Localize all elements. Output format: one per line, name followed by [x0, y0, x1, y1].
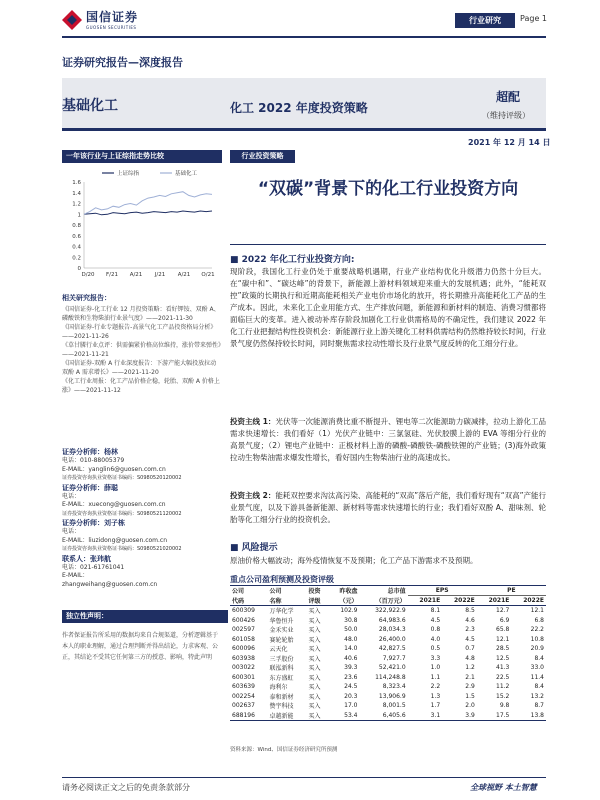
analyst-email: E-MAIL：liuzidong@guosen.com.cn: [62, 536, 168, 544]
table-cell: 8.7: [534, 702, 544, 710]
legend-label: 上证综指: [117, 171, 140, 177]
table-row: [230, 673, 546, 683]
table-cell: 42,827.5: [378, 645, 406, 653]
table-cell: 24.5: [344, 683, 358, 691]
y-tick-label: 1.4: [72, 190, 81, 197]
table-cell: 13.8: [511, 711, 546, 721]
table-row: [230, 616, 546, 626]
table-header-cell: 投资: [307, 586, 329, 596]
table-header-cell: 2021E: [419, 597, 441, 604]
industry-name: 基础化工: [62, 98, 118, 114]
table-source: 资料来源：Wind、国信证券经济研究所预测: [230, 747, 338, 753]
table-cell: 11.2: [496, 683, 510, 691]
header-tag: 行业研究: [455, 13, 515, 28]
table-cell: 买入: [308, 693, 321, 701]
table-cell: 买入: [308, 684, 321, 692]
table-cell: 3.9: [442, 711, 477, 721]
table-cell: 2.0: [465, 702, 475, 710]
analyst-email: E-MAIL：yanglin6@guosen.com.cn: [62, 465, 166, 473]
x-tick-label: O/21: [201, 272, 215, 278]
table-cell: 买入: [308, 665, 321, 673]
analyst-name: 证券分析师：刘子栋: [62, 519, 125, 527]
table-title: 重点公司盈利预测及投资评级: [230, 575, 334, 584]
analyst-cert: 证券投资咨询执业资格证书编码：S0980521020002: [62, 546, 182, 552]
footer-rule: [62, 777, 546, 778]
table-cell: 6.8: [534, 616, 544, 624]
y-tick-label: 0: [77, 266, 81, 272]
table-cell: 322,922.9: [375, 607, 406, 615]
table-row: [230, 701, 546, 711]
related-reports-heading: 相关研究报告：: [62, 294, 111, 302]
table-cell: 4.8: [465, 654, 475, 662]
y-tick-label: 0.2: [72, 255, 81, 262]
trend-chart: [62, 168, 222, 288]
table-cell: 11.4: [530, 673, 544, 681]
analyst-name: 证券分析师：薛聪: [62, 483, 118, 492]
table-cell: 买入: [308, 674, 321, 682]
legend-label: 基础化工: [175, 171, 198, 177]
mainline-1-text: 光伏等一次能源消费比重不断提升、锂电等二次能源助力碳减排，拉动上游化工品需求快速增长：我们看好（1）光伏产业链中：三氯氢硅、光伏胶膜上游的 EVA 等细分行业的高景气度；（2）锂电产业链中：正极材料上游的磷酸-磷酸铁-磷酸铁锂的产业链；(3)海外政策拉动生物柴油需求爆发性增长，看好国内生物柴油行业的高速成长。: [230, 417, 546, 462]
table-cell: 买入: [308, 636, 321, 644]
table-cell: 20.3: [344, 692, 358, 700]
table-cell: 1.0: [430, 664, 441, 672]
table-cell: 云天化: [269, 646, 288, 654]
y-tick-label: 1: [77, 212, 81, 219]
y-tick-label: 1.2: [72, 201, 81, 208]
table-header-cell: 2022E: [453, 597, 475, 604]
table-cell: 2.3: [465, 626, 475, 634]
related-report-item: 《国信证券-行业专题报告-高景气化工产品投资格局分析》——2021-11-26: [62, 324, 217, 340]
contact-phone: 电话：021-61761041: [62, 563, 125, 571]
table-row: [230, 711, 546, 721]
table-cell: 3.3: [430, 654, 441, 662]
table-cell: 17.0: [344, 702, 358, 710]
table-cell: 买入: [308, 703, 321, 711]
table-cell: 12.1: [496, 635, 510, 643]
table-cell: 金禾实业: [269, 627, 294, 635]
table-header-cell: 公司: [230, 586, 267, 596]
table-cell: 102.9: [340, 607, 358, 615]
table-cell: 17.5: [477, 711, 512, 721]
table-cell: 53.4: [329, 711, 360, 721]
x-tick-label: F/21: [105, 272, 119, 278]
table-cell: 600301: [232, 673, 255, 681]
table-cell: 2.2: [430, 683, 441, 691]
table-cell: 10.8: [530, 635, 544, 643]
table-cell: 65.8: [496, 626, 510, 634]
table-cell: 买入: [308, 646, 321, 654]
table-cell: 600426: [232, 616, 255, 624]
table-cell: 海利尔: [269, 684, 288, 692]
table-cell: 688196: [230, 711, 267, 721]
y-tick-label: 1.6: [72, 180, 81, 186]
table-cell: 4.5: [430, 616, 441, 624]
table-cell: 14.0: [344, 645, 358, 653]
series-line: [84, 211, 212, 215]
analyst-block: [62, 447, 222, 589]
rating: 超配: [496, 90, 521, 104]
table-cell: 华鲁恒升: [269, 617, 294, 625]
table-cell: 9.8: [499, 702, 510, 710]
table-cell: 卓越新能: [267, 711, 306, 721]
table-cell: 603639: [232, 683, 255, 691]
table-cell: 22.5: [496, 673, 510, 681]
table-header-cell: （元）: [339, 597, 358, 605]
table-cell: 8.4: [534, 654, 544, 662]
related-reports-list: [62, 305, 222, 395]
footer-disclaimer: 请务必阅读正文之后的免责条款部分: [62, 783, 190, 792]
table-cell: 买入: [308, 655, 321, 663]
table-cell: 6,405.6: [360, 711, 408, 721]
paragraph-mainline-2: [230, 490, 546, 526]
table-row: [230, 625, 546, 635]
analyst-name: 证券分析师：杨林: [62, 448, 118, 456]
analyst-phone: 电话：: [62, 528, 81, 535]
table-cell: 4.0: [430, 635, 441, 643]
logo-name: 国信证券: [86, 10, 139, 24]
table-cell: 联泓新科: [269, 665, 294, 673]
section-tag: 行业投资策略: [230, 150, 295, 163]
x-tick-label: A/21: [177, 272, 191, 278]
table-cell: 赞宇科技: [269, 703, 294, 711]
footer-slogan: 全球视野 本土智慧: [470, 783, 537, 792]
table-cell: 600309: [232, 607, 255, 615]
series-line: [84, 192, 212, 215]
table-header-cell: 名称: [269, 597, 282, 605]
table-cell: 0.7: [465, 645, 475, 653]
table-cell: 22.2: [530, 626, 544, 634]
table-row: [230, 692, 546, 702]
table-cell: 003022: [232, 664, 255, 672]
table-cell: 买入: [308, 608, 321, 616]
rating-note: （维持评级）: [482, 111, 530, 120]
table-cell: 15.2: [496, 692, 510, 700]
table-cell: 26,400.0: [378, 635, 406, 643]
table-header-cell: 2022E: [523, 597, 544, 604]
table-cell: 1.1: [430, 673, 441, 681]
chart-header: 一年该行业与上证综指走势比较: [62, 150, 222, 163]
table-cell: 601058: [232, 635, 255, 643]
table-cell: 114,248.8: [375, 673, 406, 681]
table-header-pe: PE: [477, 586, 546, 596]
table-row: [230, 635, 546, 645]
contact-email-address: zhangweihang@guosen.com.cn: [62, 580, 158, 588]
x-tick-label: A/21: [129, 272, 143, 278]
table-cell: 0.5: [430, 645, 441, 653]
mainline-2-text: 能耗双控要求沟汰高污染、高能耗的“双高”落后产能，我们看好现有“双高”产能行业景气度，以及下游具备新能源、新材料等需求快速增长的行业；我们看好双酚 A、甜味剂、轮胎等化工细分行业的投资机会。: [230, 491, 546, 524]
table-cell: 52,421.0: [378, 664, 406, 672]
x-tick-label: D/20: [81, 272, 95, 278]
analyst-phone: 电话：: [62, 492, 81, 500]
table-row: [230, 644, 546, 654]
related-report-item: 《化工行业周报：化工产品价格企稳，轮胎、双酚 A 价格上涨》——2021-11-12: [62, 378, 220, 394]
table-cell: 12.1: [530, 607, 544, 615]
table-cell: 4.5: [465, 635, 475, 643]
analyst-email: E-MAIL：xuecong@guosen.com.cn: [62, 501, 166, 508]
table-cell: 13.2: [530, 692, 544, 700]
y-tick-label: 0.4: [72, 244, 81, 251]
table-header-cell: 昨收盘: [329, 586, 360, 596]
table-row: [230, 682, 546, 692]
table-cell: 28.5: [496, 645, 510, 653]
table-cell: 002637: [232, 702, 255, 710]
independence-header: 独立性声明：: [62, 610, 228, 623]
table-cell: 41.3: [496, 664, 510, 672]
paragraph-risk: 原油价格大幅波动；海外疫情恢复不及预期；化工产品下游需求不及预期。: [230, 556, 478, 565]
table-cell: 万华化学: [269, 608, 294, 616]
table-cell: 1.5: [465, 692, 475, 700]
table-cell: 20.9: [530, 645, 544, 653]
page-number: Page 1: [520, 14, 547, 23]
table-cell: 8.5: [465, 607, 475, 615]
table-cell: 13,906.9: [378, 692, 406, 700]
table-cell: 2.9: [465, 683, 475, 691]
table-cell: 6.9: [499, 616, 510, 624]
table-cell: 0.8: [430, 626, 441, 634]
table-cell: 39.3: [344, 664, 358, 672]
table-cell: 赛轮轮胎: [269, 636, 294, 644]
table-cell: 三孚股份: [269, 655, 294, 663]
table-header-cell: （百万元）: [375, 597, 406, 605]
table-cell: 28,034.3: [378, 626, 406, 634]
header-rule: [62, 36, 546, 38]
section-title-directions: ■ 2022 年化工行业投资方向:: [230, 255, 355, 265]
mainline-1-lead: 投资主线 1：: [230, 417, 276, 426]
table-row: [230, 654, 546, 664]
table-cell: 40.6: [344, 654, 358, 662]
contact-email: E-MAIL：: [62, 572, 89, 579]
table-row: [230, 663, 546, 673]
report-date: 2021 年 12 月 14 日: [468, 138, 551, 147]
table-cell: 8,323.4: [382, 683, 406, 691]
table-header-cell: 2021E: [488, 597, 510, 604]
table-cell: 48.0: [344, 635, 358, 643]
table-cell: 64,983.6: [378, 616, 406, 624]
table-cell: 1.3: [430, 692, 441, 700]
table-header-eps: EPS: [408, 586, 477, 596]
table-cell: 东方盛虹: [269, 674, 294, 682]
table-cell: 23.6: [344, 673, 358, 681]
y-tick-label: 0.6: [72, 233, 81, 240]
table-header-cell: 评级: [308, 597, 321, 605]
title-band-stripe: [62, 128, 546, 131]
related-report-item: 《草甘膦行业点评：供需偏紧价格高位维持，涨价带来弹性》——2021-11-21: [62, 342, 222, 358]
related-report-item: 《国信证券-化工行业 12 月投资策略：看好钾铵、双酚 A、磷酸铁和生物柴油行业景气度》——2021-11-30: [62, 306, 220, 322]
table-cell: 50.0: [344, 626, 358, 634]
table-header-cell: 总市值: [360, 586, 408, 596]
logo-mark-icon: [62, 10, 82, 30]
analyst-phone: 电话：010-88005379: [62, 457, 125, 464]
paragraph-mainline-1: [230, 416, 546, 464]
table-cell: 8.4: [534, 683, 544, 691]
x-tick-label: J/21: [154, 272, 166, 278]
headline: “双碳”背景下的化工行业投资方向: [257, 179, 519, 199]
table-cell: 7,927.7: [382, 654, 406, 662]
analyst-cert: 证券投资咨询执业资格证书编码：S0980521120002: [62, 510, 182, 517]
logo-subtitle: GUOSEN SECURITIES: [86, 25, 137, 30]
table-cell: 买入: [308, 627, 321, 635]
table-header-cell: 公司: [267, 586, 306, 596]
table-header-cell: 代码: [232, 597, 245, 605]
report-title: 化工 2022 年度投资策略: [230, 101, 368, 115]
table-cell: 1.7: [430, 702, 441, 710]
table-cell: 8,001.5: [382, 702, 406, 710]
y-tick-label: 0.8: [72, 223, 81, 229]
table-cell: 002597: [232, 626, 255, 634]
table-cell: 600096: [232, 645, 255, 653]
table-row: [230, 606, 546, 616]
table-cell: 买入: [308, 617, 321, 625]
table-cell: 2.1: [465, 673, 475, 681]
section-title-risk: ■ 风险提示: [230, 543, 278, 553]
contact-name: 联系人：张玮航: [62, 554, 111, 563]
report-type: 证券研究报告—深度报告: [62, 56, 183, 69]
table-cell: 3.1: [408, 711, 443, 721]
table-cell: 30.8: [344, 616, 358, 624]
table-cell: 12.7: [496, 607, 510, 615]
table-cell: 33.0: [530, 664, 544, 672]
table-cell: 4.6: [465, 616, 475, 624]
table-cell: 12.5: [496, 654, 510, 662]
table-cell: 买入: [307, 711, 329, 721]
table-cell: 603938: [232, 654, 255, 662]
forecast-table: [230, 585, 546, 721]
paragraph-overview: 现阶段，我国化工行业仍处于重要战略机遇期，行业产业结构优化升级潜力仍然十分巨大。在“碳中和”、“碳达峰”的背景下，新能源上游材料领域迎来重大的发展机遇；此外，“能耗双控”政策的长期执行和近期高能耗相关产业电价市场化的放开，将长期推升高能耗化工产品的生产成本。因此，未来化工企业用能方式、生产排放问题，新能源和新材料的制造、消费习惯都将面临巨大的变革。进入被动补库存阶段加剧化工行业供需格局的不确定性，我们建议 2022 年化工行业把握结构性投资机会：新能源行业上游关键化工材料供需结构仍然维持较长时间，行业景气度仍然保持较长时间，同时聚焦需求拉动性增长及行业景气度反转的化工细分行业。: [230, 267, 546, 348]
mainline-2-lead: 投资主线 2：: [230, 491, 276, 500]
analyst-cert: 证券投资咨询执业资格证书编码：S0980520120002: [62, 475, 182, 481]
table-cell: 002254: [232, 692, 255, 700]
related-report-item: 《国信证券-双酚 A 行业深度报告：下游产能大幅投放拉动双酚 A 需求增长》——2021-11-20: [62, 360, 217, 376]
table-cell: 8.1: [430, 607, 441, 615]
independence-text: 作者保证报告所采用的数据均来自合规渠道，分析逻辑基于本人的职业理解，通过合理判断并得出结论，力求客观、公正，其结论不受其它任何第三方的授意、影响，特此声明: [62, 632, 219, 661]
table-cell: 1.2: [465, 664, 475, 672]
table-cell: 泰和新材: [269, 693, 294, 701]
headline-rule: [230, 244, 546, 245]
